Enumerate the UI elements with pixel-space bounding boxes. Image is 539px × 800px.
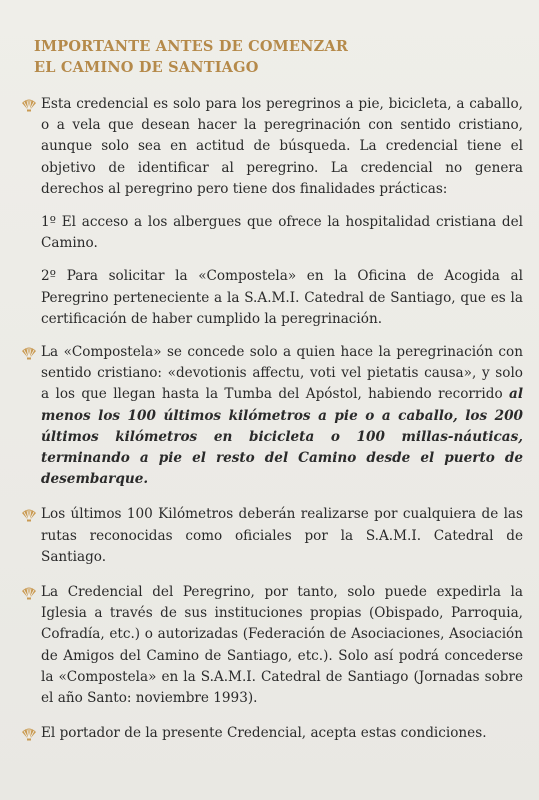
scallop-shell-icon (21, 586, 37, 600)
scallop-shell-icon (21, 346, 37, 360)
paragraph-text: Esta credencial es solo para los peregrinos a pie, bicicleta, a caballo, o a vela que desean hacer la peregrinación con sentido cristiano, aunque solo sea en actitud de búsqueda. La credencial tiene el objetivo de identificar al peregrino. La credencial no genera derechos al peregrino pero tiene dos finalidades prácticas: (41, 96, 523, 197)
scallop-shell-icon (21, 98, 37, 112)
last-100km-text: Los últimos 100 Kilómetros deberán realizarse por cualquiera de las rutas reconocidas como oficiales por la S.A.M.I. Catedral de Santiago. (41, 506, 523, 565)
purpose-item-1: 1º El acceso a los albergues que ofrece la hospitalidad cristiana del Camino. (41, 214, 523, 252)
scallop-shell-icon (21, 508, 37, 522)
compostela-text (41, 342, 523, 490)
purpose-item-2: 2º Para solicitar la «Compostela» en la Oficina de Acogida al Peregrino perteneciente a la S.A.M.I. Catedral de Santiago, que es la certificación de haber cumplido la peregrinación. (41, 268, 523, 327)
scallop-shell-icon (21, 727, 37, 741)
title-line-2: EL CAMINO DE SANTIAGO (34, 59, 259, 76)
paragraph-last-100km (18, 504, 523, 568)
page-title (34, 36, 523, 78)
title-line-1: IMPORTANTE ANTES DE COMENZAR (34, 38, 349, 55)
acceptance-text: El portador de la presente Credencial, acepta estas condiciones. (41, 725, 487, 742)
issuance-text: La Credencial del Peregrino, por tanto, solo puede expedirla la Iglesia a través de sus instituciones propias (Obispado, Parroquia, Cofradía, etc.) o autorizadas (Federación de Asociaciones, Asociación de Amigos del Camino de Santiago, etc.). Solo así podrá concederse la «Compostela» en la S.A.M.I. Catedral de Santiago (Jornadas sobre el año Santo: noviembre 1993). (41, 584, 523, 707)
paragraph-compostela (18, 342, 523, 490)
paragraph-acceptance (18, 723, 523, 744)
paragraph-credential-purpose (18, 94, 523, 200)
compostela-text-emphasis: al menos los 100 últimos kilómetros a pie o a caballo, los 200 últimos kilómetros en bicicleta o 100 millas-náuticas, terminando a pie el resto del Camino desde el puerto de desembarque. (41, 386, 523, 488)
compostela-text-normal: La «Compostela» se concede solo a quien hace la peregrinación con sentido cristiano: «devotionis affectu, voti vel pietatis causa», y solo a los que llegan hasta la Tumba del Apóstol, habiendo recorrido (41, 344, 523, 403)
paragraph-issuance (18, 582, 523, 709)
